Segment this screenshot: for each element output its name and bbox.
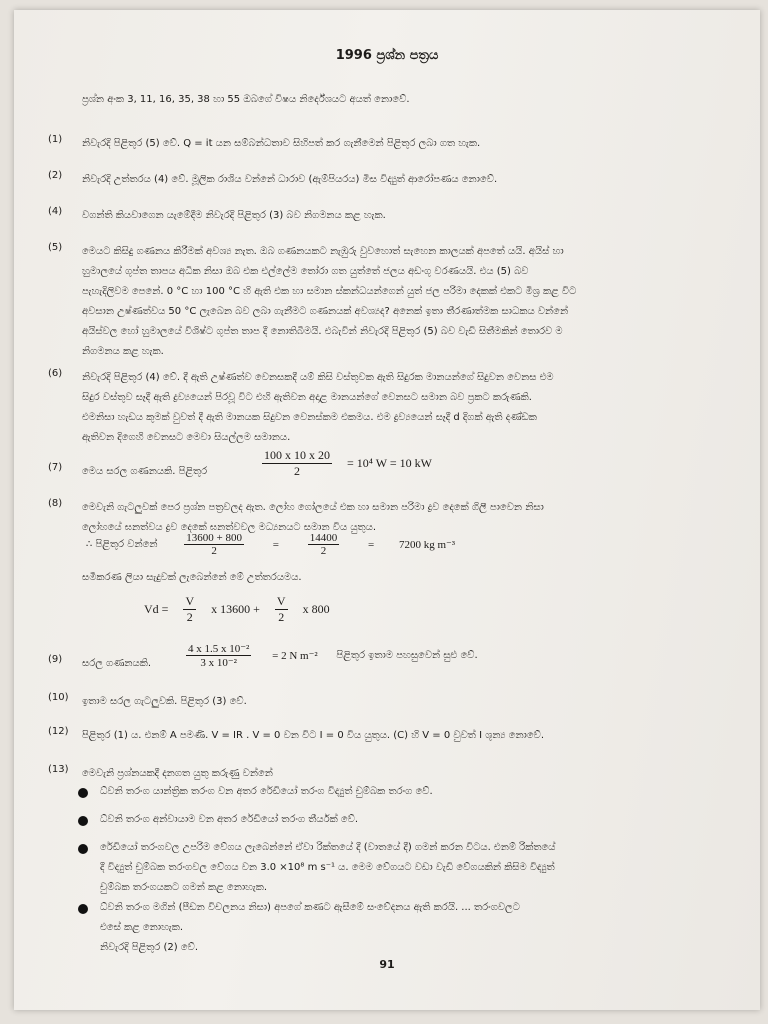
bullet-item	[100, 782, 730, 802]
answer-line: අයිස්වල හෝ හුමාලයේ විශිෂ්ට ගුප්ත තාප දී නොතිබීමයි. එබැවින් නිවැරදි පිළිතුර (5) බව වැඩි සිතීමකින් තොරව ම	[82, 326, 563, 337]
denominator: 2	[211, 545, 217, 557]
q9-fraction	[186, 642, 251, 669]
question-number: (5)	[48, 242, 63, 253]
q8-density-equation	[144, 594, 338, 625]
answer-line: ඉතාම සරල ගැටලුවකි. පිළිතුර (3) වේ.	[82, 696, 247, 707]
question-number: (9)	[48, 654, 63, 665]
answer-line: ලෝහයේ ඝනත්වය ද්‍රව දෙකේ ඝනත්වවල මධ්‍යනයට සමාන විය යුතුය.	[82, 522, 377, 533]
numerator: 14400	[309, 532, 338, 544]
answer-line: ධ්වනි තරංග අන්වායාම වන අතර රේඩියෝ තරංග තීර්යක් වේ.	[100, 814, 359, 825]
answer-line: නිවැරදි පිළිතුර (2) වේ.	[100, 942, 199, 953]
question-number: (2)	[48, 170, 63, 181]
q9-result: = 2 N m⁻²	[272, 650, 318, 662]
answer-line: මෙවැනි ප්‍රශ්නයකදී දනගත යුතු කරුණු වන්නේ	[82, 768, 273, 779]
answer-line: දී විද්‍යුත් චුම්බක තරංගවල වේගය වන 3.0 ×10⁸ m s⁻¹ ය. මෙම වේගයට වඩා වැඩි වේගයකින් කිසිම විද්‍යුත්	[100, 862, 555, 873]
answer-line: එමනිසා හැඩය කුමක් වුවත් දී ඇති මානයක සිදුවන වෙනස්කම එකමය. එම ද්‍රව්‍යයෙන් සෑදී d දිගක් ඇති දණ්ඩක	[82, 412, 537, 423]
q8-equation	[86, 532, 455, 557]
v-over-2	[275, 594, 288, 625]
bullet-icon	[78, 816, 88, 826]
numerator: 13600 + 800	[186, 532, 242, 544]
q8-fraction-1	[184, 532, 244, 557]
answer-line: නිවැරදි පිළිතුර (4) වේ. දී ඇති උෂ්ණත්ව වෙනසකදී යම් කිසි වස්තුවක ඇති සිදුරක මානයන්ගේ සිදුවන වෙනස එම	[82, 372, 554, 383]
q8-fraction-2	[308, 532, 340, 557]
question-number: (1)	[48, 134, 63, 145]
bullet-icon	[78, 844, 88, 854]
answer-line: පැහැදිලිවම පෙනේ. 0 °C හා 100 °C හි ඇති එක හා සමාන ස්කන්ධයන්ගෙන් යුත් ජල පරිමා දෙකක් එකට මිශ්‍ර කළ විට	[82, 286, 577, 297]
answer-line: හුමාලයේ ගුප්ත තාපය අධික නිසා ඔබ එක එල්ලේම තෝරා ගත යුත්තේ ජලය අඩංගු වරණයයි. එය (5) බව	[82, 266, 529, 277]
bullet-item	[100, 838, 730, 898]
question-number: (12)	[48, 726, 69, 737]
question-number: (7)	[48, 462, 63, 473]
answer-line: සිදුර වස්තුව සෑදී ඇති ද්‍රව්‍යයෙන් පිරවූ විට එහි ඇතිවන අදාළ මානයන්ගේ වෙනසට සමාන බව ප්‍රකට කරුණකි.	[82, 392, 532, 403]
q9-equation	[182, 642, 486, 669]
question-number: (10)	[48, 692, 69, 703]
bullet-icon	[78, 788, 88, 798]
term-800: x 800	[302, 602, 330, 616]
q8-note	[82, 572, 682, 583]
answer-line: රේඩියෝ තරංගවල උපරිම වේගය ලැබෙන්නේ ඒවා රික්තයේ දී (වාතයේ දී) ගමන් කරන විටය. එනම් රික්තයේ	[100, 842, 556, 853]
equals-sign: =	[272, 538, 279, 551]
answer-line: නිගමනය කළ හැක.	[82, 346, 164, 357]
q8-result: 7200 kg m⁻³	[398, 539, 456, 551]
denominator: 2	[278, 610, 285, 624]
equals-sign: =	[367, 538, 375, 551]
answer-line: පිළිතුර (1) ය. එනම් A පමණි. V = IR . V = 0 වන විට I = 0 විය යුතුය. (C) හි V = 0 වුවත් I ශුන්‍ය නොවේ.	[82, 730, 545, 741]
numerator: 4 x 1.5 x 10⁻²	[188, 643, 250, 655]
denominator: 2	[294, 464, 300, 478]
question-number: (13)	[48, 764, 69, 775]
answer-line: වගන්ති කියවාගෙන යැමේදීම නිවැරදි පිළිතුර (3) බව නිගමනය කළ හැක.	[82, 210, 386, 221]
denominator: 2	[186, 610, 193, 624]
answer-line: එසේ කළ නොහැක.	[100, 922, 184, 933]
answer-line: ඇතිවන දිගෙහි වෙනසට මෙවා සියල්ලම සමානය.	[82, 432, 291, 443]
question-number: (4)	[48, 206, 63, 217]
syllabus-note: ප්‍රශ්න අංක 3, 11, 16, 35, 38 හා 55 ඔබගේ විෂය නිර්දේශයට අයත් නොවේ.	[82, 94, 410, 105]
answer-line: මෙය සරල ගණනයකි. පිළිතුර	[82, 466, 208, 477]
numerator: V	[276, 594, 286, 608]
document-page	[14, 10, 760, 1010]
numerator: 100 x 10 x 20	[264, 448, 330, 462]
answer-line: ධ්වනි තරංග මගින් (පීඩන විචලනය නිසා) අපගේ කණට ඇසීමේ සංවේදනය ඇති කරයි. ... තරංගවලට	[100, 902, 520, 913]
q7-fraction	[262, 448, 332, 479]
bullet-icon	[78, 904, 88, 914]
answer-line: චුම්බක තරංගයකට ගමන් කළ නොහැක.	[100, 882, 268, 893]
answer-line: සරල ගණනයකි.	[82, 658, 152, 669]
numerator: V	[185, 594, 195, 608]
vd-term: Vd =	[144, 602, 169, 616]
bullet-item	[100, 898, 730, 958]
q9-tail: පිළිතුර ඉතාම පහසුවෙන් සුළු වේ.	[336, 650, 478, 661]
question-number: (8)	[48, 498, 63, 509]
bullet-item	[100, 810, 730, 830]
term-13600: x 13600 +	[211, 602, 260, 616]
denominator: 2	[320, 545, 327, 557]
answer-line: මෙයට කිසිදු ගණනය කිරීමක් අවශ්‍ය නැත. ඔබ ගණනයකට නැඹුරු වුවහොත් සැහෙන කාලයක් අපතේ යයි. අයිස් හා	[82, 246, 564, 257]
page-number: 91	[379, 958, 395, 971]
q8-prefix: ∴ පිළිතුර වන්නේ	[86, 539, 158, 550]
answer-line: ධ්වනි තරංග යාන්ත්‍රික තරංග වන අතර රේඩියෝ තරංග විද්‍යුත් චුම්බක තරංග වේ.	[100, 786, 433, 797]
q7-result: = 10⁴ W = 10 kW	[347, 456, 432, 470]
answer-line: මෙවැනි ගැටලුවක් පෙර ප්‍රශ්න පත්‍රවලද ඇත. ලෝහ ගෝලයේ එක හා සමාන පරිමා ද්‍රව දෙකේ ගිලී පාවෙන නිසා	[82, 502, 544, 513]
question-number: (6)	[48, 368, 63, 379]
v-over-2	[183, 594, 196, 625]
answer-line: සමීකරණ ලියා සැදුවක් ලැබෙන්නේ මේ උත්තරයමය.	[82, 572, 302, 583]
page-title: 1996 ප්‍රශ්න පත්‍රය	[335, 48, 439, 63]
answer-line: නිවැරදි පිළිතුර (5) වේ. Q = it යන සම්බන්ධතාව සිහිපත් කර ගැනීමෙන් පිළිතුර ලබා ගත හැක.	[82, 138, 481, 149]
answer-line: අවසාන උෂ්ණත්වය 50 °C ලැබෙන බව ලබා ගැනීමට ගණනයක් අවශ්‍යද? අනෙක් ඉතා තීරණාත්මක සාධකය වන්නේ	[82, 306, 569, 317]
answer-line: නිවැරදි උත්තරය (4) වේ. මූලික රාශිය වන්නේ ධාරාව (ඇම්පියරය) මිස විද්‍යුත් ආරෝපණය නොවේ.	[82, 174, 498, 185]
q7-equation	[258, 448, 440, 479]
denominator: 3 x 10⁻²	[200, 657, 237, 669]
